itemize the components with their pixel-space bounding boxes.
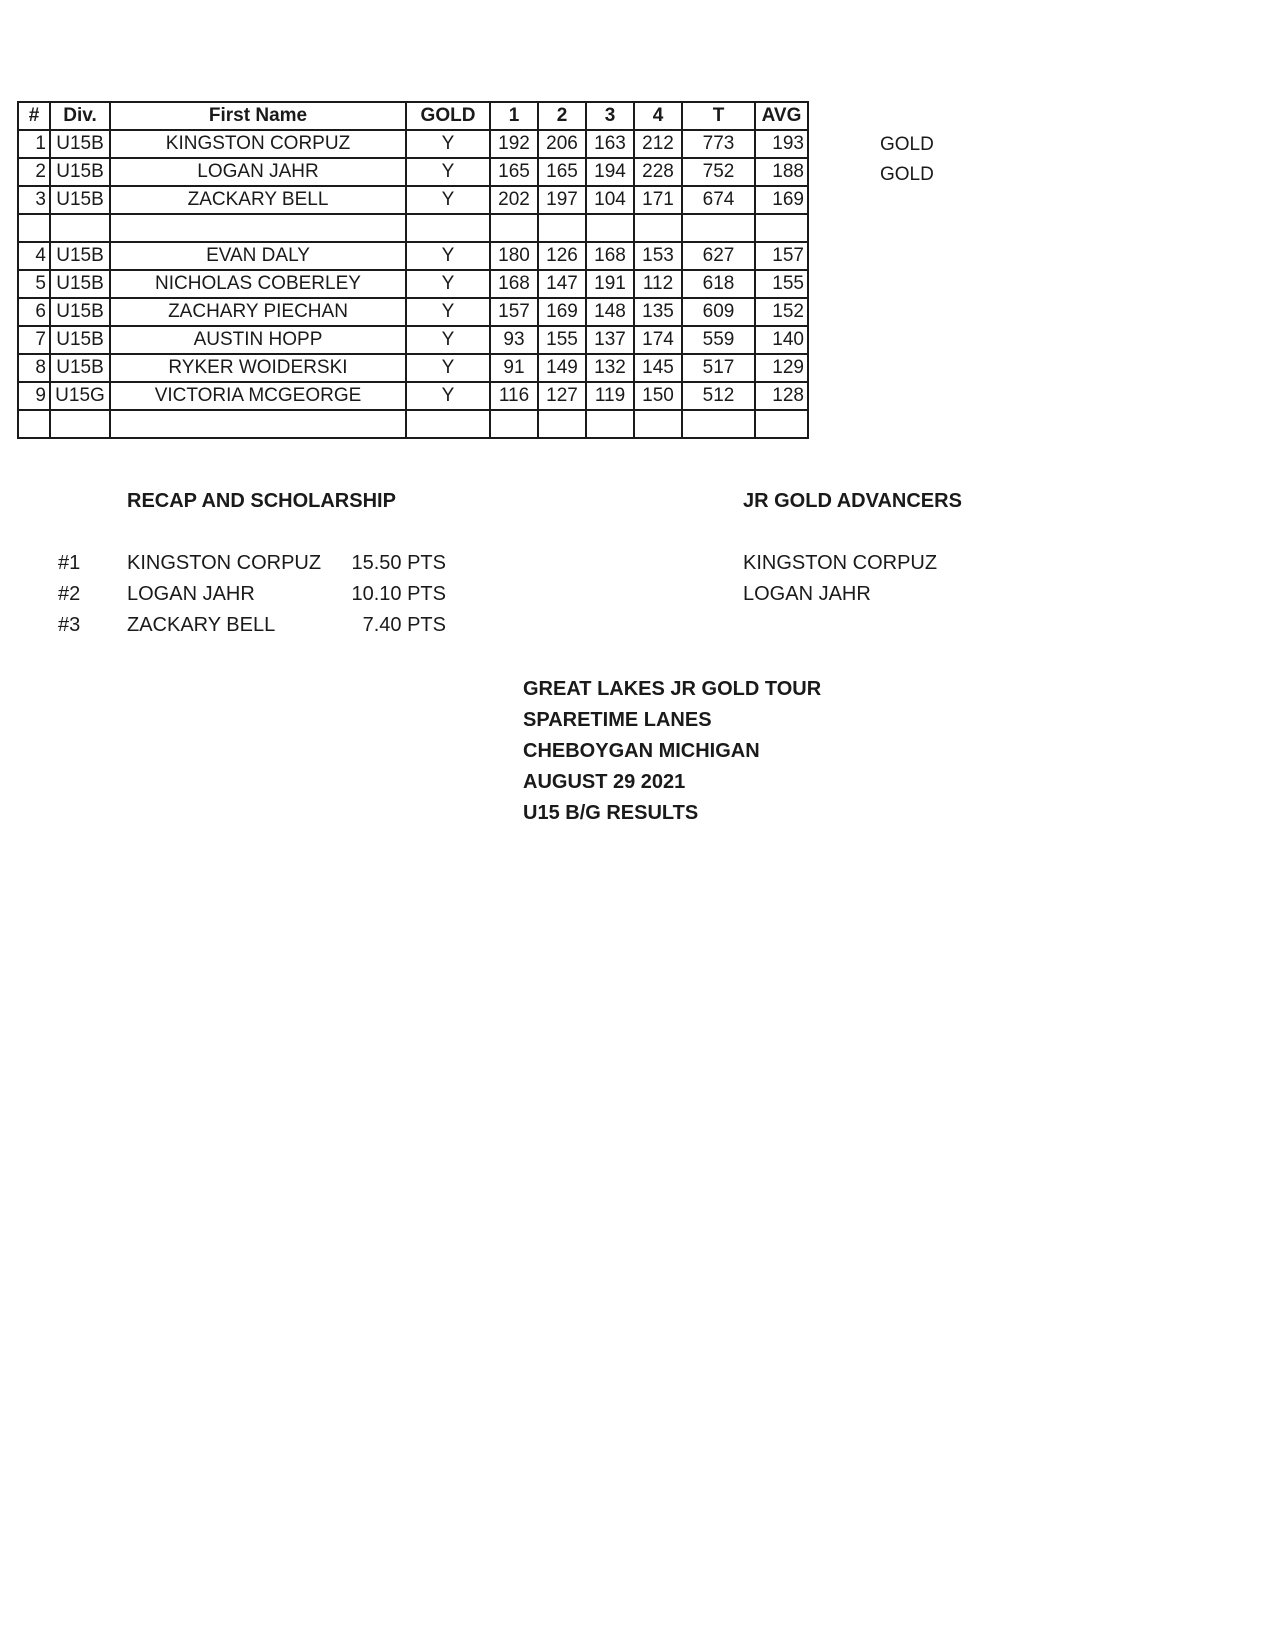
game-1-cell: 180	[490, 242, 538, 270]
rank-cell	[18, 214, 50, 242]
gold-cell: Y	[406, 130, 490, 158]
recap-name: KINGSTON CORPUZ	[127, 552, 322, 574]
game-2-cell: 127	[538, 382, 586, 410]
game-1-cell: 93	[490, 326, 538, 354]
division-cell: U15B	[50, 298, 110, 326]
table-row	[18, 354, 808, 382]
advancers-heading: JR GOLD ADVANCERS	[743, 490, 962, 512]
total-cell: 773	[682, 130, 755, 158]
average-cell	[755, 214, 808, 242]
header-gold: GOLD	[406, 102, 490, 130]
header-first-name: First Name	[110, 102, 406, 130]
game-4-cell: 112	[634, 270, 682, 298]
gold-cell	[406, 410, 490, 438]
game-4-cell	[634, 214, 682, 242]
gold-cell: Y	[406, 158, 490, 186]
total-cell: 618	[682, 270, 755, 298]
gold-cell: Y	[406, 186, 490, 214]
name-cell: EVAN DALY	[110, 242, 406, 270]
event-venue: SPARETIME LANES	[523, 709, 712, 731]
game-4-cell: 135	[634, 298, 682, 326]
rank-cell: 4	[18, 242, 50, 270]
game-2-cell: 149	[538, 354, 586, 382]
division-cell: U15B	[50, 242, 110, 270]
event-results-title: U15 B/G RESULTS	[523, 802, 699, 824]
rank-cell	[18, 410, 50, 438]
average-cell: 155	[755, 270, 808, 298]
total-cell: 627	[682, 242, 755, 270]
division-cell	[50, 214, 110, 242]
game-3-cell: 119	[586, 382, 634, 410]
recap-points: 7.40 PTS	[362, 614, 446, 636]
name-cell: NICHOLAS COBERLEY	[110, 270, 406, 298]
rank-cell: 3	[18, 186, 50, 214]
game-3-cell: 104	[586, 186, 634, 214]
division-cell	[50, 410, 110, 438]
header-game-2: 2	[538, 102, 586, 130]
table-row	[18, 382, 808, 410]
average-cell: 140	[755, 326, 808, 354]
name-cell: ZACKARY BELL	[110, 186, 406, 214]
total-cell: 674	[682, 186, 755, 214]
game-1-cell: 192	[490, 130, 538, 158]
game-4-cell: 171	[634, 186, 682, 214]
name-cell	[110, 214, 406, 242]
results-table	[17, 101, 809, 439]
total-cell: 609	[682, 298, 755, 326]
average-cell: 129	[755, 354, 808, 382]
table-row	[18, 270, 808, 298]
game-1-cell: 91	[490, 354, 538, 382]
gold-cell: Y	[406, 270, 490, 298]
table-row	[18, 242, 808, 270]
division-cell: U15B	[50, 354, 110, 382]
game-3-cell: 163	[586, 130, 634, 158]
table-row-blank	[18, 214, 808, 242]
total-cell: 512	[682, 382, 755, 410]
recap-points: 15.50 PTS	[351, 552, 446, 574]
name-cell: KINGSTON CORPUZ	[110, 130, 406, 158]
rank-cell: 8	[18, 354, 50, 382]
rank-cell: 1	[18, 130, 50, 158]
recap-rank: #2	[58, 583, 81, 605]
game-2-cell: 126	[538, 242, 586, 270]
table-row	[18, 186, 808, 214]
game-4-cell: 174	[634, 326, 682, 354]
name-cell: ZACHARY PIECHAN	[110, 298, 406, 326]
recap-heading: RECAP AND SCHOLARSHIP	[127, 490, 396, 512]
game-1-cell: 165	[490, 158, 538, 186]
recap-rank: #3	[58, 614, 81, 636]
game-3-cell	[586, 410, 634, 438]
game-1-cell	[490, 214, 538, 242]
advancer-name: KINGSTON CORPUZ	[743, 552, 938, 574]
game-3-cell: 191	[586, 270, 634, 298]
game-2-cell: 165	[538, 158, 586, 186]
table-row	[18, 130, 808, 158]
game-3-cell	[586, 214, 634, 242]
game-1-cell: 202	[490, 186, 538, 214]
rank-cell: 6	[18, 298, 50, 326]
game-2-cell	[538, 410, 586, 438]
rank-cell: 5	[18, 270, 50, 298]
average-cell: 193	[755, 130, 808, 158]
game-4-cell: 153	[634, 242, 682, 270]
average-cell	[755, 410, 808, 438]
gold-note: GOLD	[880, 134, 934, 155]
average-cell: 157	[755, 242, 808, 270]
gold-cell: Y	[406, 382, 490, 410]
division-cell: U15B	[50, 130, 110, 158]
name-cell	[110, 410, 406, 438]
rank-cell: 7	[18, 326, 50, 354]
recap-rank: #1	[58, 552, 81, 574]
game-3-cell: 148	[586, 298, 634, 326]
average-cell: 152	[755, 298, 808, 326]
gold-cell: Y	[406, 326, 490, 354]
table-row	[18, 158, 808, 186]
name-cell: RYKER WOIDERSKI	[110, 354, 406, 382]
header-average: AVG	[755, 102, 808, 130]
game-2-cell: 147	[538, 270, 586, 298]
name-cell: VICTORIA MCGEORGE	[110, 382, 406, 410]
event-tour-name: GREAT LAKES JR GOLD TOUR	[523, 678, 822, 700]
average-cell: 169	[755, 186, 808, 214]
event-date: AUGUST 29 2021	[523, 771, 686, 793]
division-cell: U15B	[50, 158, 110, 186]
game-4-cell: 228	[634, 158, 682, 186]
game-3-cell: 132	[586, 354, 634, 382]
game-4-cell: 150	[634, 382, 682, 410]
game-1-cell: 116	[490, 382, 538, 410]
game-2-cell: 169	[538, 298, 586, 326]
total-cell	[682, 410, 755, 438]
event-location: CHEBOYGAN MICHIGAN	[523, 740, 760, 762]
game-2-cell: 155	[538, 326, 586, 354]
gold-note: GOLD	[880, 164, 934, 185]
game-2-cell: 206	[538, 130, 586, 158]
game-3-cell: 194	[586, 158, 634, 186]
table-row-blank	[18, 410, 808, 438]
recap-points: 10.10 PTS	[351, 583, 446, 605]
game-2-cell: 197	[538, 186, 586, 214]
average-cell: 188	[755, 158, 808, 186]
game-3-cell: 168	[586, 242, 634, 270]
rank-cell: 2	[18, 158, 50, 186]
header-rank: #	[18, 102, 50, 130]
recap-name: ZACKARY BELL	[127, 614, 276, 636]
header-division: Div.	[50, 102, 110, 130]
game-3-cell: 137	[586, 326, 634, 354]
header-total: T	[682, 102, 755, 130]
division-cell: U15B	[50, 326, 110, 354]
total-cell: 559	[682, 326, 755, 354]
recap-name: LOGAN JAHR	[127, 583, 255, 605]
results-table-body	[18, 130, 808, 438]
division-cell: U15G	[50, 382, 110, 410]
game-1-cell: 168	[490, 270, 538, 298]
gold-cell: Y	[406, 354, 490, 382]
game-4-cell: 212	[634, 130, 682, 158]
game-2-cell	[538, 214, 586, 242]
rank-cell: 9	[18, 382, 50, 410]
total-cell: 752	[682, 158, 755, 186]
advancer-name: LOGAN JAHR	[743, 583, 871, 605]
recap-item	[0, 614, 460, 642]
name-cell: LOGAN JAHR	[110, 158, 406, 186]
table-row	[18, 326, 808, 354]
total-cell: 517	[682, 354, 755, 382]
header-game-3: 3	[586, 102, 634, 130]
gold-cell	[406, 214, 490, 242]
gold-cell: Y	[406, 298, 490, 326]
average-cell: 128	[755, 382, 808, 410]
gold-cell: Y	[406, 242, 490, 270]
game-4-cell	[634, 410, 682, 438]
division-cell: U15B	[50, 270, 110, 298]
header-game-1: 1	[490, 102, 538, 130]
game-1-cell	[490, 410, 538, 438]
recap-item	[0, 552, 460, 580]
table-header-row	[18, 102, 808, 130]
recap-item	[0, 583, 460, 611]
table-row	[18, 298, 808, 326]
total-cell	[682, 214, 755, 242]
game-4-cell: 145	[634, 354, 682, 382]
name-cell: AUSTIN HOPP	[110, 326, 406, 354]
game-1-cell: 157	[490, 298, 538, 326]
division-cell: U15B	[50, 186, 110, 214]
header-game-4: 4	[634, 102, 682, 130]
